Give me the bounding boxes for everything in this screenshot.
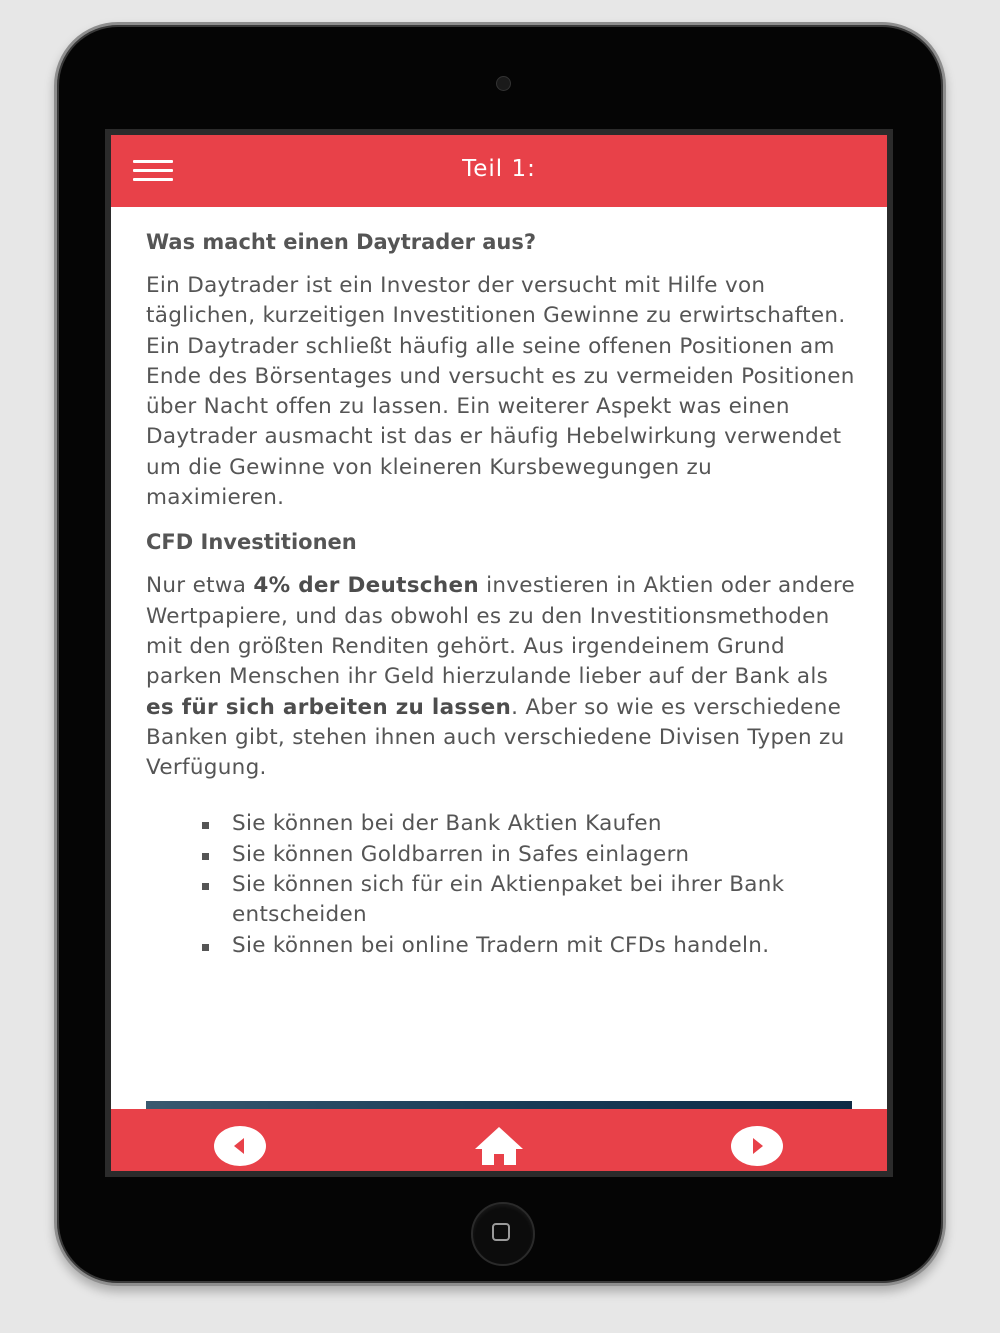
home-square-icon [492, 1223, 510, 1241]
paragraph-cfd [146, 571, 856, 783]
paragraph-cfd-part2: investieren in Aktien oder andere Wertpapiere, und das obwohl es zu den Investitionsmethoden mit den größten Renditen gehört. Aus irgendeinem Grund parken Menschen ihr Geld hierzulande lieber auf der Bank als [146, 573, 856, 690]
bullet-square-icon [202, 944, 209, 951]
arrow-right-circle-icon[interactable] [731, 1126, 783, 1166]
article-content [146, 227, 856, 961]
camera-icon [496, 76, 511, 91]
bullet-square-icon [202, 883, 209, 890]
paragraph-cfd-part3: . Aber so wie es verschiedene Banken gibt, stehen ihnen auch verschiedene Divisen Typen zu Verfügung. [146, 694, 845, 781]
bullet-square-icon [202, 822, 209, 829]
list-item [232, 931, 856, 961]
list-item-text: Sie können bei online Tradern mit CFDs handeln. [232, 932, 770, 958]
hardware-home-button[interactable] [471, 1202, 535, 1266]
bullet-square-icon [202, 853, 209, 860]
bottom-navigation [111, 1121, 887, 1171]
list-item [232, 809, 856, 839]
menu-bar-top [133, 160, 173, 163]
list-item-text: Sie können bei der Bank Aktien Kaufen [232, 811, 662, 837]
home-icon[interactable] [473, 1123, 525, 1167]
app-screen [111, 135, 887, 1171]
arrow-left-circle-icon[interactable] [214, 1126, 266, 1166]
app-header [111, 135, 887, 207]
paragraph-cfd-bold2: es für sich arbeiten zu lassen [146, 694, 512, 720]
list-item-text: Sie können sich für ein Aktienpaket bei ihrer Bank entscheiden [232, 872, 785, 928]
paragraph-cfd-bold1: 4% der Deutschen [253, 573, 479, 599]
page-title: Teil 1: [462, 156, 536, 182]
menu-bar-middle [133, 169, 173, 172]
bottom-navigation-background [111, 1109, 887, 1171]
tablet-frame [54, 22, 946, 1286]
paragraph-cfd-part1: Nur etwa [146, 573, 254, 599]
list-item [232, 870, 856, 931]
list-item [232, 840, 856, 870]
heading-daytrader: Was macht einen Daytrader aus? [146, 230, 537, 254]
paragraph-daytrader: Ein Daytrader ist ein Investor der versucht mit Hilfe von täglichen, kurzeitigen Investitionen Gewinne zu erwirtschaften. Ein Daytrader schließt häufig alle seine offenen Positionen am Ende des Börsentages und versucht es zu vermeiden Positionen über Nacht offen zu lassen. Ein weiterer Aspekt was einen Daytrader ausmacht ist das er häufig Hebelwirkung verwendet um die Gewinne von kleineren Kursbewegungen zu maximieren. [146, 273, 855, 511]
bullet-list [146, 809, 856, 960]
menu-bar-bottom [133, 178, 173, 181]
hamburger-menu-icon[interactable] [129, 155, 177, 187]
list-item-text: Sie können Goldbarren in Safes einlagern [232, 841, 690, 867]
heading-cfd: CFD Investitionen [146, 530, 357, 555]
